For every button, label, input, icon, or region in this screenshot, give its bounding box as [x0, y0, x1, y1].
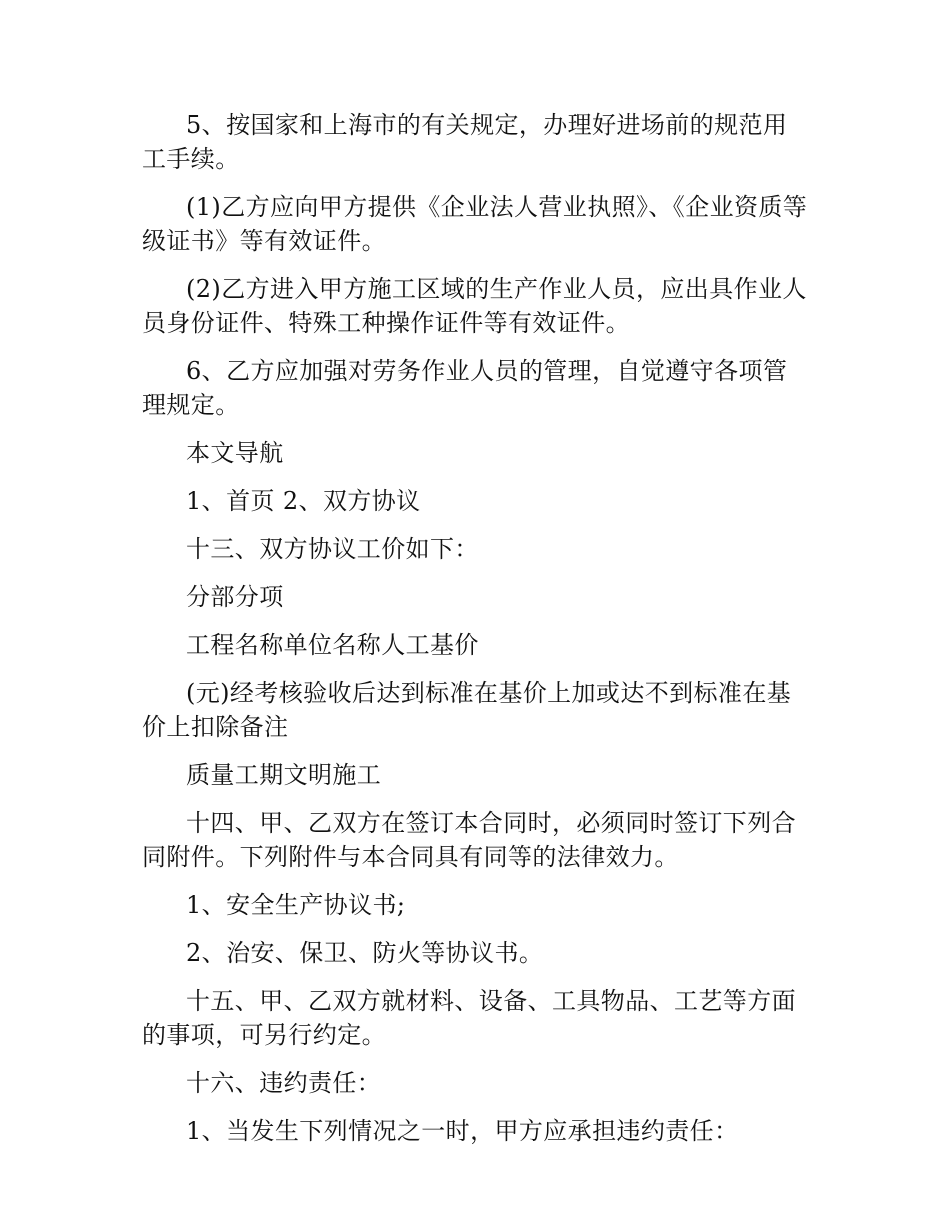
section-16-item-1: 1、当发生下列情况之一时，甲方应承担违约责任： [186, 1117, 739, 1145]
section-15: 十五、甲、乙双方就材料、设备、工具物品、工艺等方面的事项，可另行约定。 [142, 987, 796, 1049]
paragraph-sub-2: (2)乙方进入甲方施工区域的生产作业人员，应出具作业人员身份证件、特殊工种操作证件等有效证件。 [142, 275, 807, 337]
paragraph-sub-1: (1)乙方应向甲方提供《企业法人营业执照》、《企业资质等级证书》等有效证件。 [142, 193, 808, 255]
table-label-category: 分部分项 [186, 583, 284, 611]
section-13-heading: 十三、双方协议工价如下： [186, 535, 479, 563]
table-label-price-note: (元)经考核验收后达到标准在基价上加或达不到标准在基价上扣除备注 [142, 679, 792, 741]
section-14: 十四、甲、乙双方在签订本合同时，必须同时签订下列合同附件。下列附件与本合同具有同等的法律效力。 [142, 809, 796, 871]
section-16-heading: 十六、违约责任： [186, 1069, 382, 1097]
document-body [142, 108, 810, 1162]
table-label-names: 工程名称单位名称人工基价 [186, 631, 479, 659]
navigation-links: 1、首页 2、双方协议 [186, 487, 421, 515]
attachment-1: 1、安全生产协议书; [186, 891, 406, 919]
table-label-quality: 质量工期文明施工 [186, 761, 382, 789]
navigation-heading: 本文导航 [186, 439, 284, 467]
attachment-2: 2、治安、保卫、防火等协议书。 [186, 939, 544, 967]
paragraph-item-6: 6、乙方应加强对劳务作业人员的管理，自觉遵守各项管理规定。 [142, 357, 788, 419]
paragraph-item-5: 5、按国家和上海市的有关规定，办理好进场前的规范用工手续。 [142, 111, 788, 173]
